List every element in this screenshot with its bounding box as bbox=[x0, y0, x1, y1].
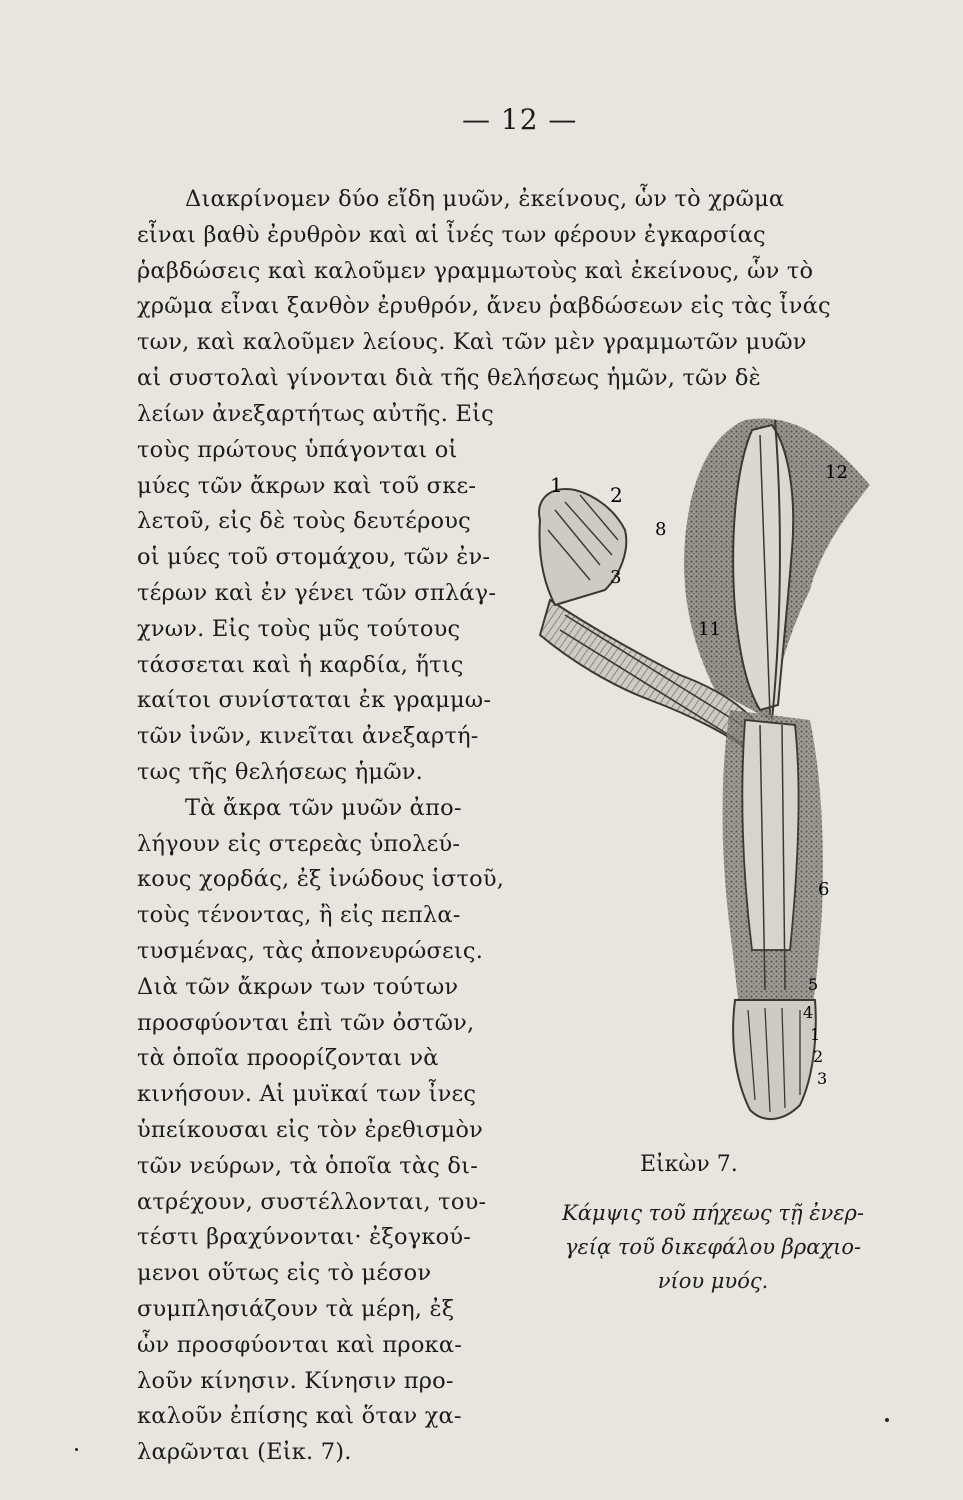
text-line: κινήσουν. Αἱ μυϊκαί των ἶνες bbox=[137, 1081, 477, 1108]
text-line: λαρῶνται (Εἰκ. 7). bbox=[137, 1439, 352, 1466]
ink-speck bbox=[885, 1418, 889, 1422]
label-8: 8 bbox=[655, 519, 667, 540]
text-line: Διὰ τῶν ἄκρων των τούτων bbox=[137, 973, 459, 1000]
label-2-lower: 2 bbox=[813, 1047, 824, 1066]
text-line: μύες τῶν ἄκρων καὶ τοῦ σκε- bbox=[137, 472, 477, 499]
text-line: ὑπείκουσαι εἰς τὸν ἐρεθισμὸν bbox=[137, 1116, 483, 1143]
text-line: καλοῦν ἐπίσης καὶ ὅταν χα- bbox=[137, 1403, 462, 1430]
caption-line: Κάμψις τοῦ πήχεως τῇ ἐνερ- bbox=[562, 1201, 864, 1225]
text-line: λείων ἀνεξαρτήτως αὐτῆς. Εἰς bbox=[137, 401, 494, 427]
label-1-lower: 1 bbox=[810, 1025, 821, 1044]
text-line: τοὺς πρώτους ὑπάγονται οἱ bbox=[137, 436, 458, 463]
label-3-lower: 3 bbox=[817, 1069, 828, 1088]
label-12: 12 bbox=[825, 462, 848, 483]
text-line: μενοι οὕτως εἰς τὸ μέσον bbox=[137, 1260, 432, 1287]
text-line: τοὺς τένοντας, ἢ εἰς πεπλα- bbox=[137, 902, 461, 929]
label-1: 1 bbox=[550, 473, 563, 497]
text-line: Διακρίνομεν δύο εἴδη μυῶν, ἐκείνους, ὧν τὸ χρῶμα bbox=[185, 186, 785, 212]
text-line: τέστι βραχύνονται· ἐξογκού- bbox=[137, 1224, 472, 1251]
label-2: 2 bbox=[610, 483, 623, 507]
text-line: χρῶμα εἶναι ξανθὸν ἐρυθρόν, ἄνευ ῥαβδώσεων εἰς τὰς ἶνάς bbox=[137, 293, 831, 320]
text-line: συμπλησιάζουν τὰ μέρη, ἐξ bbox=[137, 1295, 455, 1322]
arm-flexion-illustration bbox=[520, 390, 900, 1140]
paragraph-1 bbox=[137, 182, 897, 397]
lower-arm-muscle bbox=[742, 720, 798, 950]
figure-caption bbox=[523, 1196, 903, 1298]
text-line: κους χορδάς, ἐξ ἰνώδους ἱστοῦ, bbox=[137, 866, 505, 893]
text-line: τὰ ὁποῖα προορίζονται νὰ bbox=[137, 1045, 439, 1072]
text-line: εἶναι βαθὺ ἐρυθρὸν καὶ αἱ ἶνές των φέρουν ἐγκαρσίας bbox=[137, 221, 766, 248]
text-line: τῶν νεύρων, τὰ ὁποῖα τὰς δι- bbox=[137, 1152, 479, 1179]
figure-label: Εἰκὼν 7. bbox=[640, 1152, 738, 1177]
caption-line: γείᾳ τοῦ δικεφάλου βραχιο- bbox=[564, 1235, 862, 1259]
text-line: τυσμένας, τὰς ἀπονευρώσεις. bbox=[137, 937, 484, 964]
caption-line: νίου μυός. bbox=[657, 1269, 769, 1293]
text-line: τάσσεται καὶ ἡ καρδία, ἥτις bbox=[137, 651, 464, 678]
text-line: λετοῦ, εἰς δὲ τοὺς δευτέρους bbox=[137, 508, 471, 535]
narrow-column bbox=[137, 397, 517, 1471]
label-3: 3 bbox=[610, 567, 622, 588]
label-4: 4 bbox=[803, 1003, 814, 1022]
text-line: τέρων καὶ ἐν γένει τῶν σπλάγ- bbox=[137, 579, 497, 606]
text-line: ὧν προσφύονται καὶ προκα- bbox=[137, 1331, 463, 1358]
text-line: Τὰ ἄκρα τῶν μυῶν ἀπο- bbox=[185, 794, 462, 821]
label-5: 5 bbox=[808, 975, 819, 994]
text-line: λοῦν κίνησιν. Κίνησιν προ- bbox=[137, 1367, 454, 1394]
text-line: λήγουν εἰς στερεὰς ὑπολεύ- bbox=[137, 830, 461, 857]
label-6: 6 bbox=[818, 879, 830, 900]
text-line: οἱ μύες τοῦ στομάχου, τῶν ἐν- bbox=[137, 544, 491, 571]
text-line: καίτοι συνίσταται ἐκ γραμμω- bbox=[137, 687, 492, 714]
text-line: χνων. Εἰς τοὺς μῦς τούτους bbox=[137, 615, 461, 642]
text-line: τως τῆς θελήσεως ἡμῶν. bbox=[137, 758, 423, 785]
label-11: 11 bbox=[698, 619, 721, 640]
text-line: ῥαβδώσεις καὶ καλοῦμεν γραμμωτοὺς καὶ ἐκείνους, ὧν τὸ bbox=[137, 257, 814, 284]
text-line: προσφύονται ἐπὶ τῶν ὀστῶν, bbox=[137, 1009, 475, 1036]
text-line: των, καὶ καλοῦμεν λείους. Καὶ τῶν μὲν γραμμωτῶν μυῶν bbox=[137, 329, 807, 356]
text-line: ατρέχουν, συστέλλονται, του- bbox=[137, 1188, 487, 1215]
ink-speck bbox=[75, 1448, 78, 1451]
text-line: αἱ συστολαὶ γίνονται διὰ τῆς θελήσεως ἡμῶν, τῶν δὲ bbox=[137, 364, 761, 391]
text-line: τῶν ἰνῶν, κινεῖται ἀνεξαρτή- bbox=[137, 723, 479, 750]
page-number: — 12 — bbox=[462, 103, 578, 136]
